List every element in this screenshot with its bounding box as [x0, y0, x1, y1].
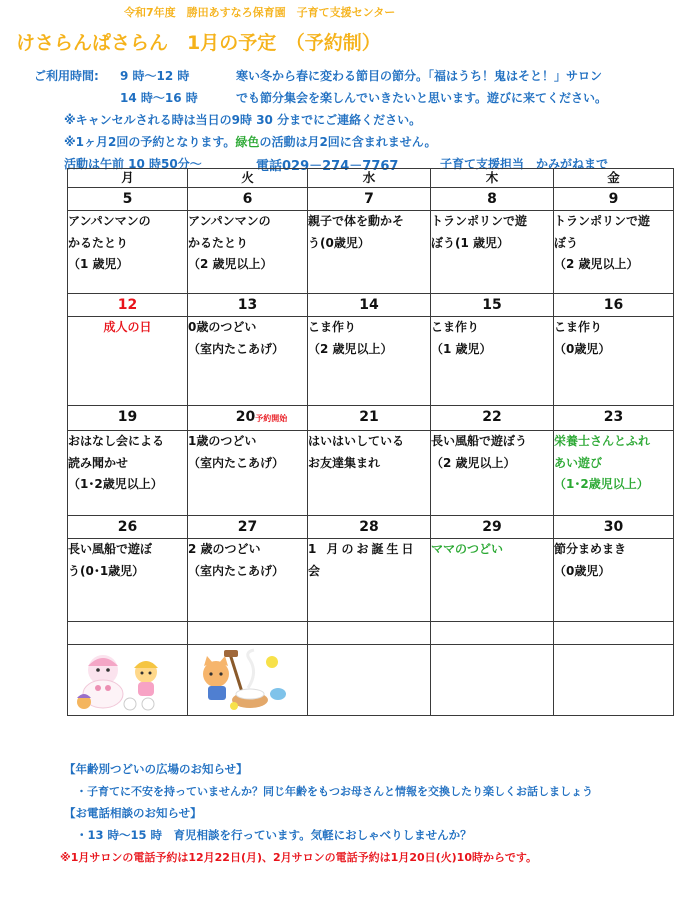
hours-morning: 9 時〜12 時	[120, 69, 190, 83]
cancel-note: ※キャンセルされる時は当日の9時 30 分までにご連絡ください。	[64, 113, 422, 127]
message-line-2: でも節分集会を楽しんでいきたいと思います。遊びに来てください。	[236, 91, 608, 105]
event-cell: 2 歳のつどい （室内たこあげ）	[188, 539, 308, 622]
empty-cell	[68, 622, 188, 645]
date-cell: 21	[308, 406, 431, 431]
message-line-1: 寒い冬から春に変わる節目の節分。「福はうち！鬼はそと！」サロン	[236, 69, 603, 83]
date-cell: 6	[188, 188, 308, 211]
date-row	[68, 188, 674, 211]
event-cell: 親子で体を動かそ う(0歳児）	[308, 211, 431, 294]
event-row	[68, 539, 674, 622]
calendar-table	[67, 168, 674, 716]
age-gathering-heading: 【年齢別つどいの広場のお知らせ】	[64, 762, 248, 776]
date-cell: 14	[308, 294, 431, 317]
weekday-header-row	[68, 169, 674, 188]
weekday-tue: 火	[188, 169, 308, 188]
empty-cell	[308, 645, 431, 716]
event-cell-green: ママのつどい	[431, 539, 554, 622]
date-cell: 16	[554, 294, 674, 317]
illustration-cell	[68, 645, 188, 716]
date-cell-with-note: 20予約開始	[188, 406, 308, 431]
date-cell-holiday: 12	[68, 294, 188, 317]
event-cell: こま作り （1 歳児）	[431, 317, 554, 406]
event-cell: 節分まめまき （0歳児）	[554, 539, 674, 622]
date-cell: 8	[431, 188, 554, 211]
event-cell: 1 月のお誕生日 会	[308, 539, 431, 622]
date-cell: 13	[188, 294, 308, 317]
phone-consult-text: ・13 時〜15 時 育児相談を行っています。気軽におしゃべりしませんか？	[76, 828, 472, 842]
contact-person: 子育て支援担当 かみがねまで	[440, 157, 609, 171]
date-cell: 9	[554, 188, 674, 211]
hours-label: ご利用時間:	[34, 69, 99, 83]
age-gathering-text: ・子育てに不安を持っていませんか？同じ年齢をもつお母さんと情報を交換したり楽しくお話しましょう	[76, 785, 593, 798]
empty-cell	[431, 645, 554, 716]
empty-row	[68, 622, 674, 645]
illustration-cell	[188, 645, 308, 716]
event-cell: はいはいしている お友達集まれ	[308, 431, 431, 516]
date-cell: 29	[431, 516, 554, 539]
date-cell: 7	[308, 188, 431, 211]
date-row	[68, 516, 674, 539]
event-cell: トランポリンで遊 ぼう （2 歳児以上）	[554, 211, 674, 294]
activity-time: 活動は午前 10 時50分〜	[64, 157, 202, 171]
event-cell: 長い風船で遊ぼう （2 歳児以上）	[431, 431, 554, 516]
empty-cell	[554, 622, 674, 645]
event-row	[68, 317, 674, 406]
reserve-note-green: 緑色	[235, 135, 260, 149]
date-row	[68, 294, 674, 317]
snowman-kids-illustration	[68, 648, 178, 712]
date-cell: 19	[68, 406, 188, 431]
date-cell: 28	[308, 516, 431, 539]
event-cell-green: 栄養士さんとふれ あい遊び （1･2歳児以上）	[554, 431, 674, 516]
weekday-wed: 水	[308, 169, 431, 188]
hours-afternoon: 14 時〜16 時	[120, 91, 198, 105]
mochi-pounding-cat-illustration	[188, 648, 298, 712]
date-cell: 23	[554, 406, 674, 431]
date-cell: 5	[68, 188, 188, 211]
phone-number: 電話029－274－7767	[256, 159, 399, 174]
date-cell: 27	[188, 516, 308, 539]
illustration-row	[68, 645, 674, 716]
date-cell: 15	[431, 294, 554, 317]
event-cell: 長い風船で遊ぼ う(0･1歳児）	[68, 539, 188, 622]
empty-cell	[188, 622, 308, 645]
event-row	[68, 431, 674, 516]
event-cell: 0歳のつどい （室内たこあげ）	[188, 317, 308, 406]
empty-cell	[554, 645, 674, 716]
organization-line: 令和7年度 勝田あすなろ保育園 子育て支援センター	[124, 6, 396, 19]
reserve-note-post: の活動は月2回に含まれません。	[259, 135, 437, 149]
event-cell: こま作り （0歳児）	[554, 317, 674, 406]
phone-consult-heading: 【お電話相談のお知らせ】	[64, 806, 202, 820]
event-cell: アンパンマンの かるたとり （2 歳児以上）	[188, 211, 308, 294]
holiday-label: 成人の日	[103, 320, 152, 334]
holiday-cell	[68, 317, 188, 406]
date-cell: 30	[554, 516, 674, 539]
weekday-mon: 月	[68, 169, 188, 188]
event-cell: アンパンマンの かるたとり （1 歳児）	[68, 211, 188, 294]
event-cell: 1歳のつどい （室内たこあげ）	[188, 431, 308, 516]
reserve-note-pre: ※1ヶ月2回の予約となります。	[64, 135, 236, 149]
weekday-thu: 木	[431, 169, 554, 188]
reservation-start-note: 予約開始	[255, 414, 288, 423]
event-cell: おはなし会による 読み聞かせ （1･2歳児以上）	[68, 431, 188, 516]
event-row	[68, 211, 674, 294]
reservation-notice: ※1月サロンの電話予約は12月22日(月)、2月サロンの電話予約は1月20日(火)10時からです。	[60, 851, 538, 864]
date-cell: 26	[68, 516, 188, 539]
reserve-note	[64, 133, 437, 150]
event-cell: トランポリンで遊 ぼう(1 歳児）	[431, 211, 554, 294]
page-title: けさらんぱさらん 1月の予定 （予約制）	[16, 32, 381, 54]
event-cell: こま作り （2 歳児以上）	[308, 317, 431, 406]
date-cell: 22	[431, 406, 554, 431]
date-row	[68, 406, 674, 431]
empty-cell	[431, 622, 554, 645]
empty-cell	[308, 622, 431, 645]
weekday-fri: 金	[554, 169, 674, 188]
